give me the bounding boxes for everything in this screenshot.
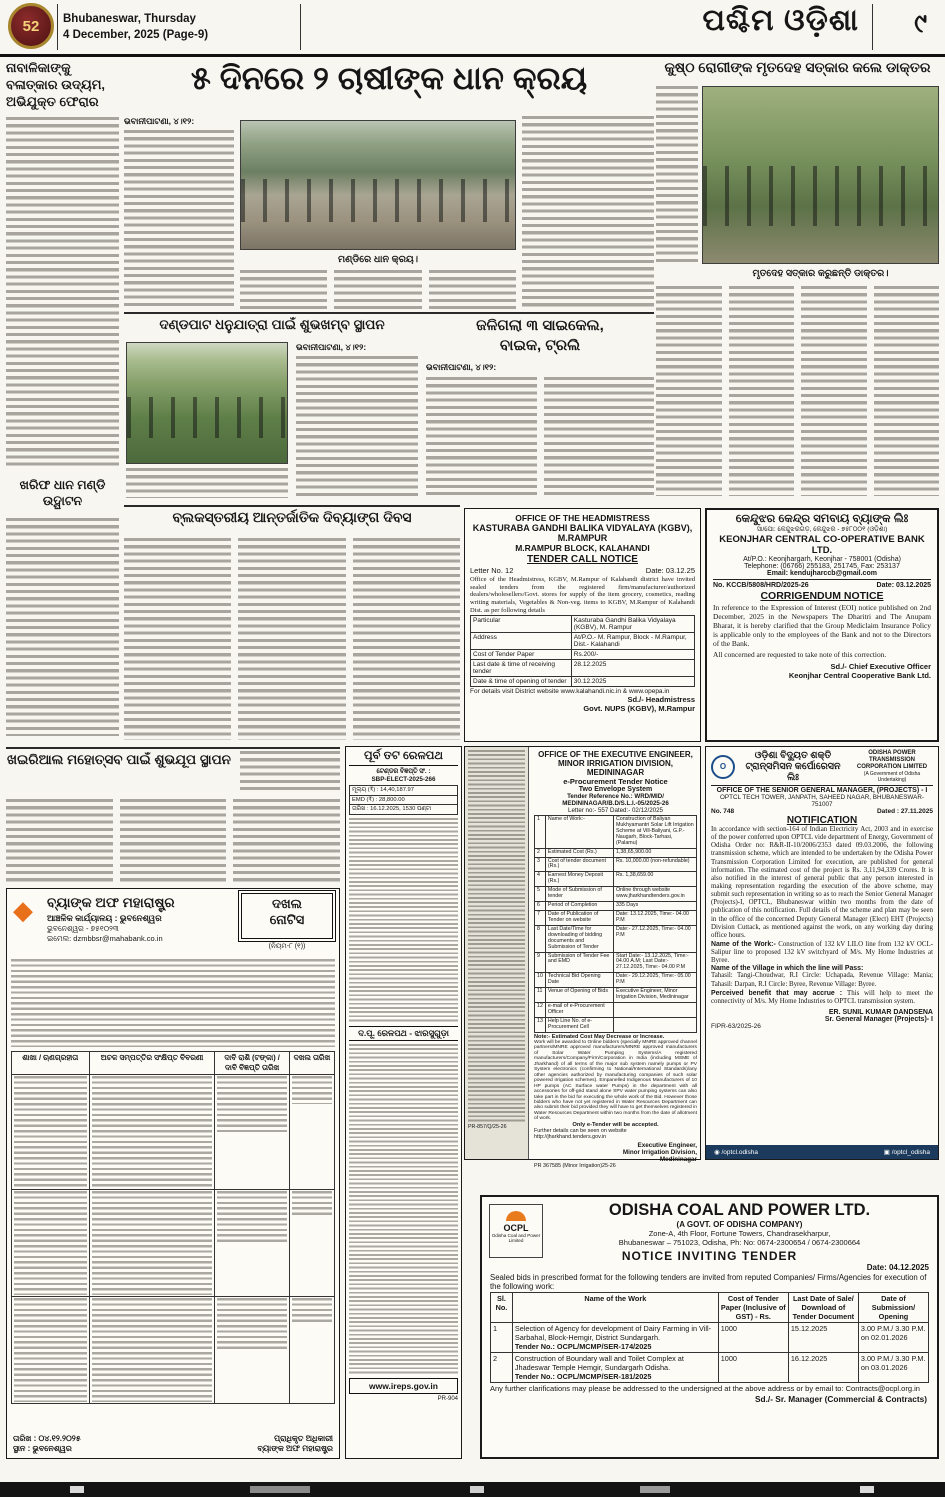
mi-system: Two Envelope System <box>578 786 653 793</box>
headline-paddy: ୫ ଦିନରେ ୨ ଚାଷୀଙ୍କ ଧାନ କ୍ରୟ <box>190 60 588 96</box>
print-mark <box>640 1486 670 1493</box>
keonjhar-date: Date: 03.12.2025 <box>876 582 931 589</box>
section-rule <box>6 747 340 749</box>
table-cell: 3.00 P.M./ 3.30 P.M. on 03.01.2026 <box>858 1353 928 1383</box>
body-text <box>729 286 795 496</box>
article-paddy <box>124 58 654 310</box>
table-cell: 1 <box>535 816 546 849</box>
ocpl-intro: Sealed bids in prescribed format for the following tenders are invited from reputed Companies/ Firms/Agencies for execution of the following work: <box>490 1273 927 1291</box>
mi-signature3: Medininagar <box>659 1155 697 1163</box>
table-cell: Construction of Baliyan Mukhyamantri Solar Lift Irrigation Scheme at Vill-Baliyani, G.P.-Naugarh, Block-Tarhasi, (Palamu) <box>613 816 696 849</box>
table-cell: Last date & time of receiving tender <box>471 660 572 677</box>
article-fire <box>426 316 654 502</box>
body-text <box>126 468 288 498</box>
mi-main <box>531 747 700 1169</box>
headline-minor-assault: ନାବାଳିକାଙ୍କୁ ବଳାତ୍କାର ଉଦ୍ୟମ, ଅଭିଯୁକ୍ତ ଫେରାର <box>6 60 106 109</box>
masthead-rule <box>0 54 945 57</box>
optcl-signature2: Sr. General Manager (Projects)- I <box>824 1015 933 1023</box>
instagram-icon: ▣ <box>883 1149 890 1156</box>
body-text <box>240 270 327 310</box>
bom-signature: ପ୍ରାଧିକୃତ ଅଧିକାରୀ <box>274 1434 333 1443</box>
optcl-fipr: FIPR-63/2025-26 <box>711 1022 761 1030</box>
cell-text <box>14 1191 87 1295</box>
bom-notice-badge <box>241 893 333 939</box>
table-cell: Cost of tender document (Rs.) <box>545 857 613 872</box>
optcl-office: OFFICE OF THE SENIOR GENERAL MANAGER, (PROJECTS) - I <box>711 785 933 794</box>
ocpl-logo-icon <box>506 1211 526 1221</box>
table-cell: 3 <box>535 857 546 872</box>
mi-note-body: Work will be awarded to Online bidders (specially MNRE approved channel partners/MNRE approved manufacturers/MNRE approved manufacturers of Solar Water Pumping Systems/A registered manufacturers/Company/Firm/Corporation in India (including MSME of Jharkhand) of all terms of the major sub system namely pumps or PV System electronics (confirming to National/International Standards)/any other agencies authorized by manufacturing companies of such solar powered irrigation schemes). Empanelled Indigenous Manufacturers of 10 HP pumps (AC Surface water Pumps) in the department with all accessories for off-grid stand alone SPV water pumping systems can also take part in the bid for executing the whole work of the Bid. However those bidders who have not yet registered in Water Resources Department can also submit their bid provided they will have to get themselves registered in Water Resources Department within two months from the date of allotment of work. <box>534 1039 697 1122</box>
optcl-name-odia1: ଓଡ଼ିଶା ବିଦ୍ୟୁତ ଶକ୍ତି <box>754 750 832 761</box>
table-cell: 1000 <box>718 1353 788 1383</box>
table-cell: 2 <box>535 848 546 857</box>
table-cell: 30.12.2025 <box>571 677 694 687</box>
mi-further: Further details can be seen on website http://jharkhand.tenders.gov.in <box>534 1127 627 1140</box>
mi-office-line1: OFFICE OF THE EXECUTIVE ENGINEER, <box>538 750 693 759</box>
logo-years: 52 <box>22 17 40 35</box>
table-cell: Start Date:- 13.12.2025, Time:- 04.00 A.M; Last Date:- 27.12.2025, Time:- 04.00 P.M <box>613 952 696 973</box>
body-text <box>238 538 345 740</box>
keonjhar-signature2: Keonjhar Central Cooperative Bank Ltd. <box>788 671 931 681</box>
kgbv-footer: For details visit District website www.kalahandi.nic.in & www.opepa.in <box>470 688 670 696</box>
table-header-cell: ଅଚଳ ସମ୍ପତ୍ତିର ସଂକ୍ଷିପ୍ତ ବିବରଣୀ <box>89 1052 215 1075</box>
railway-body-text <box>349 818 458 1023</box>
print-mark <box>470 1486 484 1493</box>
paddy-photo <box>240 120 516 250</box>
masthead-date-line2: 4 December, 2025 (Page-9) <box>63 29 209 42</box>
table-cell: 8 <box>535 925 546 952</box>
table-cell: Address <box>471 633 572 650</box>
masthead-date-line1: Bhubaneswar, Thursday <box>63 13 196 25</box>
table-header-cell: ଦାବି ରାଶି (ଟଙ୍କା) / ଦାବି ବିଜ୍ଞପ୍ତି ତାରିଖ <box>215 1052 289 1075</box>
minor-irrigation-tender <box>464 746 701 1169</box>
headline-leprosy: କୁଷ୍ଠ ରୋଗୀଙ୍କ ମୃତଦେହ ସତ୍କାର କଲେ ଡାକ୍ତର <box>664 59 931 75</box>
table-cell: 4 <box>535 872 546 887</box>
photo-figures <box>703 166 938 226</box>
headline-khairial: ଖଇରିଆଲ ମହୋତ୍ସବ ପାଇଁ ଶୁଭଯୂପ ସ୍ଥାପନ <box>7 752 231 767</box>
tender-number: Tender No.: OCPL/MCMP/SER-174/2025 <box>514 1342 652 1351</box>
railway-website: www.ireps.gov.in <box>349 1378 458 1394</box>
optcl-social2: /optcl_odisha <box>891 1149 930 1156</box>
optcl-name-en: ODISHA POWER TRANSMISSION CORPORATION LIMITED <box>856 750 928 770</box>
body-text-columns <box>124 538 460 740</box>
ocpl-table <box>490 1292 929 1383</box>
bom-email: ଇମେଲ: dzmbbsr@mahabank.co.in <box>47 934 163 943</box>
table-cell: Date:- 27.12.2025, Time:- 04.00 P.M <box>613 925 696 952</box>
table-cell: 335 Days <box>613 902 696 911</box>
bom-header <box>11 893 335 955</box>
newspaper-logo-icon <box>8 3 54 49</box>
table-header-cell: Name of the Work <box>512 1293 718 1323</box>
mi-side-pr: PR-857/Q/25-26 <box>468 1124 507 1130</box>
body-text <box>6 518 119 736</box>
work-name: Construction of Boundary wall and Toilet Complex at Jhadeswar Temple Hemgir, Sundargarh Odisha. <box>514 1354 684 1372</box>
table-cell: Date & time of opening of tender <box>471 677 572 687</box>
table-cell: Particular <box>471 616 572 633</box>
optcl-village: Tahasil: Tangi-Choudwar, R.I Circle: Uchapada, Revenue Village: Mania; Tahasil: Darpan, R.I Circle: Byree, Revenue Village: Byree. <box>711 972 933 988</box>
masthead-divider <box>872 4 873 50</box>
table-cell: Rs.200/- <box>571 650 694 660</box>
table-cell: Period of Completion <box>545 902 613 911</box>
photo-figures <box>127 397 287 438</box>
railway-section2-title: ଦ.ପୂ. ରେଳପଥ - ଝାରସୁଗୁଡ଼ା <box>349 1026 458 1041</box>
body-text <box>334 270 421 310</box>
body-text <box>656 286 722 496</box>
bom-table <box>11 1051 335 1404</box>
table-row <box>491 1323 929 1353</box>
optcl-notification <box>705 746 939 1160</box>
table-cell: 16.12.2025 <box>788 1353 858 1383</box>
optcl-social-bar <box>706 1145 938 1159</box>
table-cell: Date of Publication of Tender on website <box>545 910 613 925</box>
print-mark <box>860 1486 874 1493</box>
kgbv-letter-no: Letter No. 12 <box>470 566 514 575</box>
mi-pr: PR 367585 (Minor Irrigation)25-26 <box>534 1162 616 1169</box>
keonjhar-body2: All concerned are requested to take note of this correction. <box>713 650 887 660</box>
table-cell: Last Date/Time for downloading of bidding documents and Submission of Tender <box>545 925 613 952</box>
table-cell: Submission of Tender Fee and EMD <box>545 952 613 973</box>
headline-fire-line2: ବାଇକ, ଟ୍ରଲି <box>499 336 581 354</box>
leprosy-photo-caption: ମୃତଦେହ ସତ୍କାର କରୁଛନ୍ତି ଡାକ୍ତର। <box>752 268 889 279</box>
cell-text <box>92 1076 213 1188</box>
table-cell: Kasturaba Gandhi Balika Vidyalaya (KGBV), M. Rampur <box>571 616 694 633</box>
cell-text <box>14 1298 87 1402</box>
table-row <box>12 1075 335 1190</box>
kgbv-block: M.RAMPUR BLOCK, KALAHANDI <box>515 543 650 553</box>
table-cell: 5 <box>535 887 546 902</box>
bom-date: ତାରିଖ : ୦୪.୧୨.୨୦୨୫ <box>13 1434 81 1443</box>
cell-text <box>292 1076 332 1104</box>
table-cell: Earnest Money Deposit (Rs.) <box>545 872 613 887</box>
table-cell: Rs. 1,38,659.00 <box>613 872 696 887</box>
cell-text <box>217 1191 286 1243</box>
body-text-columns <box>240 270 516 310</box>
table-cell: Rs. 10,000.00 (non-refundable) <box>613 857 696 872</box>
optcl-title: NOTIFICATION <box>786 815 858 826</box>
leprosy-photo <box>702 86 939 264</box>
optcl-body: In accordance with section-164 of Indian Electricity Act, 2003 and in exercise of the power conferred upon OPTCL vide department of Energy, Government of Odisha Order no: R&R-II-10/2006/2353 dated 09.03.2006, the following transmission scheme, which are intended to be undertaken by the Odisha Power Transmission Corporation Limited for execution, are published for general information. The estimated cost of the project is Rs. 3,11,94,339 Crores. It is also notified in the interest of general public that any person interested in making representation regarding the execution of the above scheme, may submit such representation in writing so as to reach the Senior General Manager (Projects)-I, OPTCL, Bhubaneswar within two months from the date of publication of this notification. Full details of the scheme and plan may be seen in the office of the concerned Deputy General Manager (Elect) EHT (Projects) Division Cuttack, as mentioned against the work, on any working day during office hours. <box>711 826 933 939</box>
cell-text <box>217 1076 286 1132</box>
article-minor-assault <box>6 60 119 748</box>
dateline-danda: ଭବାନୀପାଟଣା, ୪।୧୨: <box>296 342 367 352</box>
table-header-cell: Sl. No. <box>491 1293 513 1323</box>
table-header-cell: ଦଖଲ ତାରିଖ <box>289 1052 334 1075</box>
table-cell: Cost of Tender Paper <box>471 650 572 660</box>
kgbv-signature: Sd./- Headmistress <box>627 695 695 705</box>
headline-kharif: ଖରିଫ ଧାନ ମଣ୍ଡି ଉଦ୍ଘାଟନ <box>19 478 106 509</box>
table-cell: Date: 13.12.2025, Time:- 04.00 P.M <box>613 910 696 925</box>
keonjhar-title: CORRIGENDUM NOTICE <box>760 590 884 602</box>
mi-signature1: Executive Engineer, <box>637 1141 697 1149</box>
ocpl-logo-caption: Odisha Coal and Power Limited <box>491 1233 541 1244</box>
table-header-cell: Cost of Tender Paper (Inclusive of GST) - Rs. <box>718 1293 788 1323</box>
optcl-work: Construction of 132 kV LILO line from 132 kV OCL-Salipur line to proposed 132 kV switchyard of M/s. My Home Industries at Byree. <box>711 940 934 965</box>
table-cell: 6 <box>535 902 546 911</box>
print-mark <box>70 1486 84 1493</box>
table-row <box>491 1353 929 1383</box>
keonjhar-email: Email: kendujharccb@gmail.com <box>767 570 877 577</box>
print-mark <box>250 1486 310 1493</box>
kgbv-tender-notice <box>464 508 701 742</box>
paddy-photo-caption: ମଣ୍ଡିରେ ଧାନ କ୍ରୟ। <box>337 254 419 265</box>
table-header-cell: Last Date of Sale/ Download of Tender Document <box>788 1293 858 1323</box>
mi-note-head: Note:- Estimated Cost May Decrease or Increase. <box>534 1033 665 1040</box>
body-text <box>544 377 655 495</box>
kgbv-signature2: Govt. NUPS (KGBV), M.Rampur <box>583 704 695 714</box>
table-cell: EMD (₹) : 28,800.00 <box>350 796 458 805</box>
body-text <box>240 751 340 793</box>
kgbv-tender-table <box>470 615 695 687</box>
optcl-header <box>711 750 933 783</box>
mi-notice-title: e-Procurement Tender Notice <box>563 777 668 786</box>
table-row <box>12 1190 335 1297</box>
table-cell: Mode of Submission of tender <box>545 887 613 902</box>
cell-text <box>292 1298 332 1324</box>
keonjhar-name-odia: କେନ୍ଦୁଝର କେନ୍ଦ୍ର ସମବାୟ ବ୍ୟାଙ୍କ ଲିଃ <box>735 513 909 525</box>
bom-name: ବ୍ୟାଙ୍କ ଅଫ ମହାରାଷ୍ଟ୍ର <box>47 895 175 910</box>
sidebar-text <box>468 750 525 1122</box>
table-cell: 15.12.2025 <box>788 1323 858 1353</box>
mi-office-line3: MEDININAGAR <box>586 768 645 777</box>
table-cell: Executive Engineer, Minor Irrigation Division, Medininagar <box>613 988 696 1003</box>
bank-of-maharashtra-logo-icon: ◆ <box>13 895 33 925</box>
table-cell: 28.12.2025 <box>571 660 694 677</box>
ocpl-title: ODISHA COAL AND POWER LTD. <box>608 1201 871 1219</box>
table-cell: Name of Work:- <box>545 816 613 849</box>
table-cell: 13 <box>535 1017 546 1032</box>
mi-office-line2: MINOR IRRIGATION DIVISION, <box>558 759 673 768</box>
ocpl-addr2: Bhubaneswar – 751023, Odisha, Ph: No: 0674-2300654 / 0674-2300664 <box>618 1238 861 1247</box>
bom-notice-line1: ଦଖଲ <box>272 896 302 911</box>
body-text <box>6 799 113 883</box>
dateline-paddy: ଭବାନୀପାଟଣା, ୪।୧୨: <box>124 116 195 126</box>
cell-text <box>92 1191 213 1295</box>
table-cell: Date:- 29.12.2025, Time:- 05.00 P.M <box>613 973 696 988</box>
body-text <box>801 286 867 496</box>
keonjhar-addr-odia: ସା/ପୋ: କେନ୍ଦୁଝରଗଡ଼, କେନ୍ଦୁଝର - ୭୫୮୦୦୧ (ଓଡ଼ିଶା) <box>756 526 888 533</box>
body-text <box>124 538 231 740</box>
table-row <box>12 1297 335 1404</box>
table-cell: 3.00 P.M./ 3.30 P.M. on 02.01.2026 <box>858 1323 928 1353</box>
work-name: Selection of Agency for development of Dairy Farming in Vill-Sarbahal, Block-Hemgir, District Sundargarh. <box>514 1324 712 1342</box>
page-bottom-strip <box>0 1482 945 1497</box>
keonjhar-name-en: KEONJHAR CENTRAL CO-OPERATIVE BANK LTD. <box>719 534 925 556</box>
mi-ref-line2: MEDININAGAR/B.D/S.L.I.-05/2025-26 <box>562 800 669 807</box>
ocpl-addr1: Zone-A, 4th Floor, Fortune Towers, Chandrasekharpur, <box>648 1229 831 1238</box>
keonjhar-addr1: At/P.O.: Keonjhargarh, Keonjhar - 758001 (Odisha) <box>743 556 901 563</box>
article-divyang <box>124 508 460 742</box>
cell-text <box>292 1191 332 1217</box>
optcl-signature1: ER. SUNIL KUMAR DANDSENA <box>828 1008 933 1016</box>
kgbv-school: KASTURABA GANDHI BALIKA VIDYALAYA (KGBV), M.RAMPUR <box>472 523 693 543</box>
keonjhar-body: In reference to the Expression of Interest (EOI) notice published on 2nd December, 2025 in the Newspapers The Dharitri and The Anupam Bharat, it is hereby clarified that the Group Mediclaim Insurance Policy is applicable only to the employees of the Bank and not to the Directors of the Bank. <box>713 603 931 649</box>
body-text-columns <box>426 377 654 495</box>
body-text <box>296 356 418 498</box>
body-text <box>426 377 537 495</box>
mi-odia-sidebar <box>465 747 529 1159</box>
body-text <box>6 117 119 469</box>
page-number: ୯ <box>914 8 927 38</box>
masthead-divider <box>300 4 301 50</box>
optcl-subtitle: (A Government of Odisha Undertaking) <box>863 770 921 783</box>
keonjhar-addr2: Telephone: (06766) 255183, 251745, Fax: 253137 <box>744 563 900 570</box>
masthead-title: ପଶ୍ଚିମ ଓଡ଼ିଶା <box>702 4 859 37</box>
tender-number: Tender No.: OCPL/MCMP/SER-181/2025 <box>514 1372 652 1381</box>
table-cell: 1 <box>491 1323 513 1353</box>
facebook-icon: ◉ <box>714 1149 720 1156</box>
mi-ref-line1: Tender Reference No.: WRD/MID/ <box>567 793 664 800</box>
ocpl-logo <box>489 1204 543 1258</box>
bom-addr: ଭୁବନେଶ୍ୱର - ୭୫୧୦୨୩ <box>47 924 119 933</box>
table-cell: e-mail of e-Procurement Officer <box>545 1002 613 1017</box>
bom-intro-text <box>11 959 335 1047</box>
table-cell: Venue of Opening of Bids <box>545 988 613 1003</box>
ocpl-logo-abbr: OCPL <box>503 1223 529 1233</box>
body-text <box>429 270 516 310</box>
optcl-logo-icon: O <box>711 755 735 779</box>
keonjhar-signature: Sd./- Chief Executive Officer <box>830 662 931 672</box>
table-cell: Help Line No. of e-Procurement Cell <box>545 1017 613 1032</box>
ocpl-tender-notice <box>480 1195 939 1459</box>
table-cell: 1000 <box>718 1323 788 1353</box>
body-text <box>233 799 340 883</box>
masthead-divider <box>57 4 58 50</box>
masthead-date <box>63 11 208 43</box>
article-danda <box>124 316 420 502</box>
table-cell: ମୂଲ୍ୟ (₹) : 14,40,187.97 <box>350 786 458 796</box>
railway-mini-table <box>349 785 458 815</box>
body-text <box>124 130 234 310</box>
headline-danda: ଦଣ୍ଡପାଟ ଧନୁଯାତ୍ରା ପାଇଁ ଶୁଭଖମ୍ବ ସ୍ଥାପନ <box>159 317 385 332</box>
table-cell: 12 <box>535 1002 546 1017</box>
mi-table <box>534 815 697 1033</box>
mi-signature2: Minor Irrigation Division, <box>622 1148 697 1156</box>
kgbv-date: Date: 03.12.25 <box>645 566 695 575</box>
bom-possession-notice <box>6 888 340 1459</box>
optcl-date: Dated : 27.11.2025 <box>876 808 933 815</box>
optcl-social1: /optcl.odisha <box>721 1149 758 1156</box>
cell-text <box>217 1298 286 1350</box>
bom-place: ସ୍ଥାନ : ଭୁବନେଶ୍ୱର <box>13 1444 72 1453</box>
ocpl-signature: Sd./- Sr. Manager (Commercial & Contracts) <box>755 1394 927 1404</box>
optcl-village-label: Name of the Village in which the line will Pass: <box>711 965 864 973</box>
bom-notice-line2: ନୋଟିସ <box>269 912 305 927</box>
bom-signature2: ବ୍ୟାଙ୍କ ଅଫ ମହାରାଷ୍ଟ୍ର <box>257 1444 333 1453</box>
bom-office: ଆଞ୍ଚଳିକ କାର୍ଯ୍ୟାଳୟ : ଭୁବନେଶ୍ୱର <box>47 913 162 923</box>
table-cell: Online through website www.jharkhandtenders.gov.in <box>613 887 696 902</box>
table-cell <box>613 1017 696 1032</box>
optcl-no: No. 748 <box>711 808 735 815</box>
table-header-cell: Date of Submission/ Opening <box>858 1293 928 1323</box>
article-leprosy <box>656 58 939 502</box>
table-cell: ତାରିଖ : 16.12.2025, 1530 ଘଣ୍ଟା <box>350 805 458 815</box>
kgbv-office: OFFICE OF THE HEADMISTRESS <box>515 513 650 523</box>
optcl-addr: OPTCL TECH TOWER, JANPATH, SAHEED NAGAR, BHUBANESWAR-751007 <box>720 794 924 808</box>
headline-divyang: ବ୍ଲକସ୍ତରୀୟ ଆନ୍ତର୍ଜାତିକ ଦିବ୍ୟାଙ୍ଗ ଦିବସ <box>172 509 412 525</box>
table-cell: 10 <box>535 973 546 988</box>
optcl-work-label: Name of the Work:- <box>711 940 776 948</box>
ocpl-footer: Any further clarifications may please be addressed to the undersigned at the above address or by email to: Contracts@ocpl.org.in <box>490 1384 920 1393</box>
railway-body-text <box>349 1044 458 1374</box>
danda-photo <box>126 342 288 464</box>
photo-figures <box>241 179 515 223</box>
masthead <box>0 0 945 54</box>
optcl-benefit: This will help to meet the connectivity of M/s. My Home Industries to OPTCL transmission system. <box>711 989 933 1005</box>
optcl-name-odia2: ଟ୍ରାନ୍ସମିସନ କର୍ପୋରେସନ ଲିଃ <box>745 761 841 783</box>
body-text-columns <box>656 286 939 496</box>
body-text <box>522 116 654 310</box>
table-cell: 2 <box>491 1353 513 1383</box>
article-khairial <box>6 751 340 885</box>
table-cell: 9 <box>535 952 546 973</box>
table-cell <box>613 1002 696 1017</box>
table-cell: 7 <box>535 910 546 925</box>
table-cell: At/P.O.- M. Rampur, Block - M.Rampur, Dist.- Kalahandi <box>571 633 694 650</box>
kgbv-body: Office of the Headmistress, KGBV, M.Rampur of Kalahandi district have invited sealed tenders from the registered firm/manufacturer/authorized dealers/wholesellers/Govt. stores for supply of the item grocery, cosmetics, reading writing materials, Vegetables & Non-veg. items to KGBV, M.Rampur of Kalahandi Dist. as per following details <box>470 576 695 614</box>
keonjhar-ref: No. KCCB/5808/HRD/2025-26 <box>713 582 809 589</box>
bom-footer <box>13 1434 333 1454</box>
kgbv-notice-title: TENDER CALL NOTICE <box>527 554 638 565</box>
dateline-fire: ଭବାନୀପାଟଣା, ୪।୧୨: <box>426 362 497 372</box>
railway-notice-no: SBP-ELECT-2025-266 <box>371 776 436 783</box>
table-cell: Estimated Cost (Rs.) <box>545 848 613 857</box>
body-text-columns <box>6 799 340 883</box>
cell-text <box>14 1076 87 1188</box>
railway-notice-no-label: ଟେଣ୍ଡର ବିଜ୍ଞପ୍ତି ସଂ. : <box>376 768 431 775</box>
table-header-cell: ଶାଖା / ଋଣଗ୍ରହୀତା <box>12 1052 90 1075</box>
ocpl-date: Date: 04.12.2025 <box>866 1263 929 1272</box>
body-text <box>656 86 698 266</box>
mi-letter: Letter no:- 557 Dated:- 02/12/2025 <box>568 807 663 814</box>
table-cell: 11 <box>535 988 546 1003</box>
bom-rule-ref: (ନିୟମ-୮ (୧)) <box>268 943 306 950</box>
headline-fire-line1: ଜଳିଗଲା ୩ ସାଇକେଲ, <box>476 317 604 334</box>
ocpl-notice-title: NOTICE INVITING TENDER <box>621 1249 798 1263</box>
body-text <box>120 799 227 883</box>
ocpl-subtitle: (A GOVT. OF ODISHA COMPANY) <box>676 1220 803 1229</box>
railway-title: ପୂର୍ବ ତଟ ରେଳପଥ <box>349 750 458 766</box>
table-cell: Technical Bid Opening Date <box>545 973 613 988</box>
railway-tender-column <box>345 746 462 1459</box>
table-cell: 1,38,65,900.00 <box>613 848 696 857</box>
railway-pr: PR-904 <box>437 1396 458 1402</box>
section-rule <box>124 505 460 507</box>
keonjhar-corrigendum-notice <box>705 508 939 742</box>
body-text <box>874 286 940 496</box>
mi-only-etender: Only e-Tender will be accepted. <box>572 1121 659 1128</box>
section-rule <box>124 312 654 314</box>
body-text <box>353 538 460 740</box>
optcl-benefit-label: Perceived benefit that may accrue : <box>711 989 843 997</box>
cell-text <box>92 1298 213 1402</box>
